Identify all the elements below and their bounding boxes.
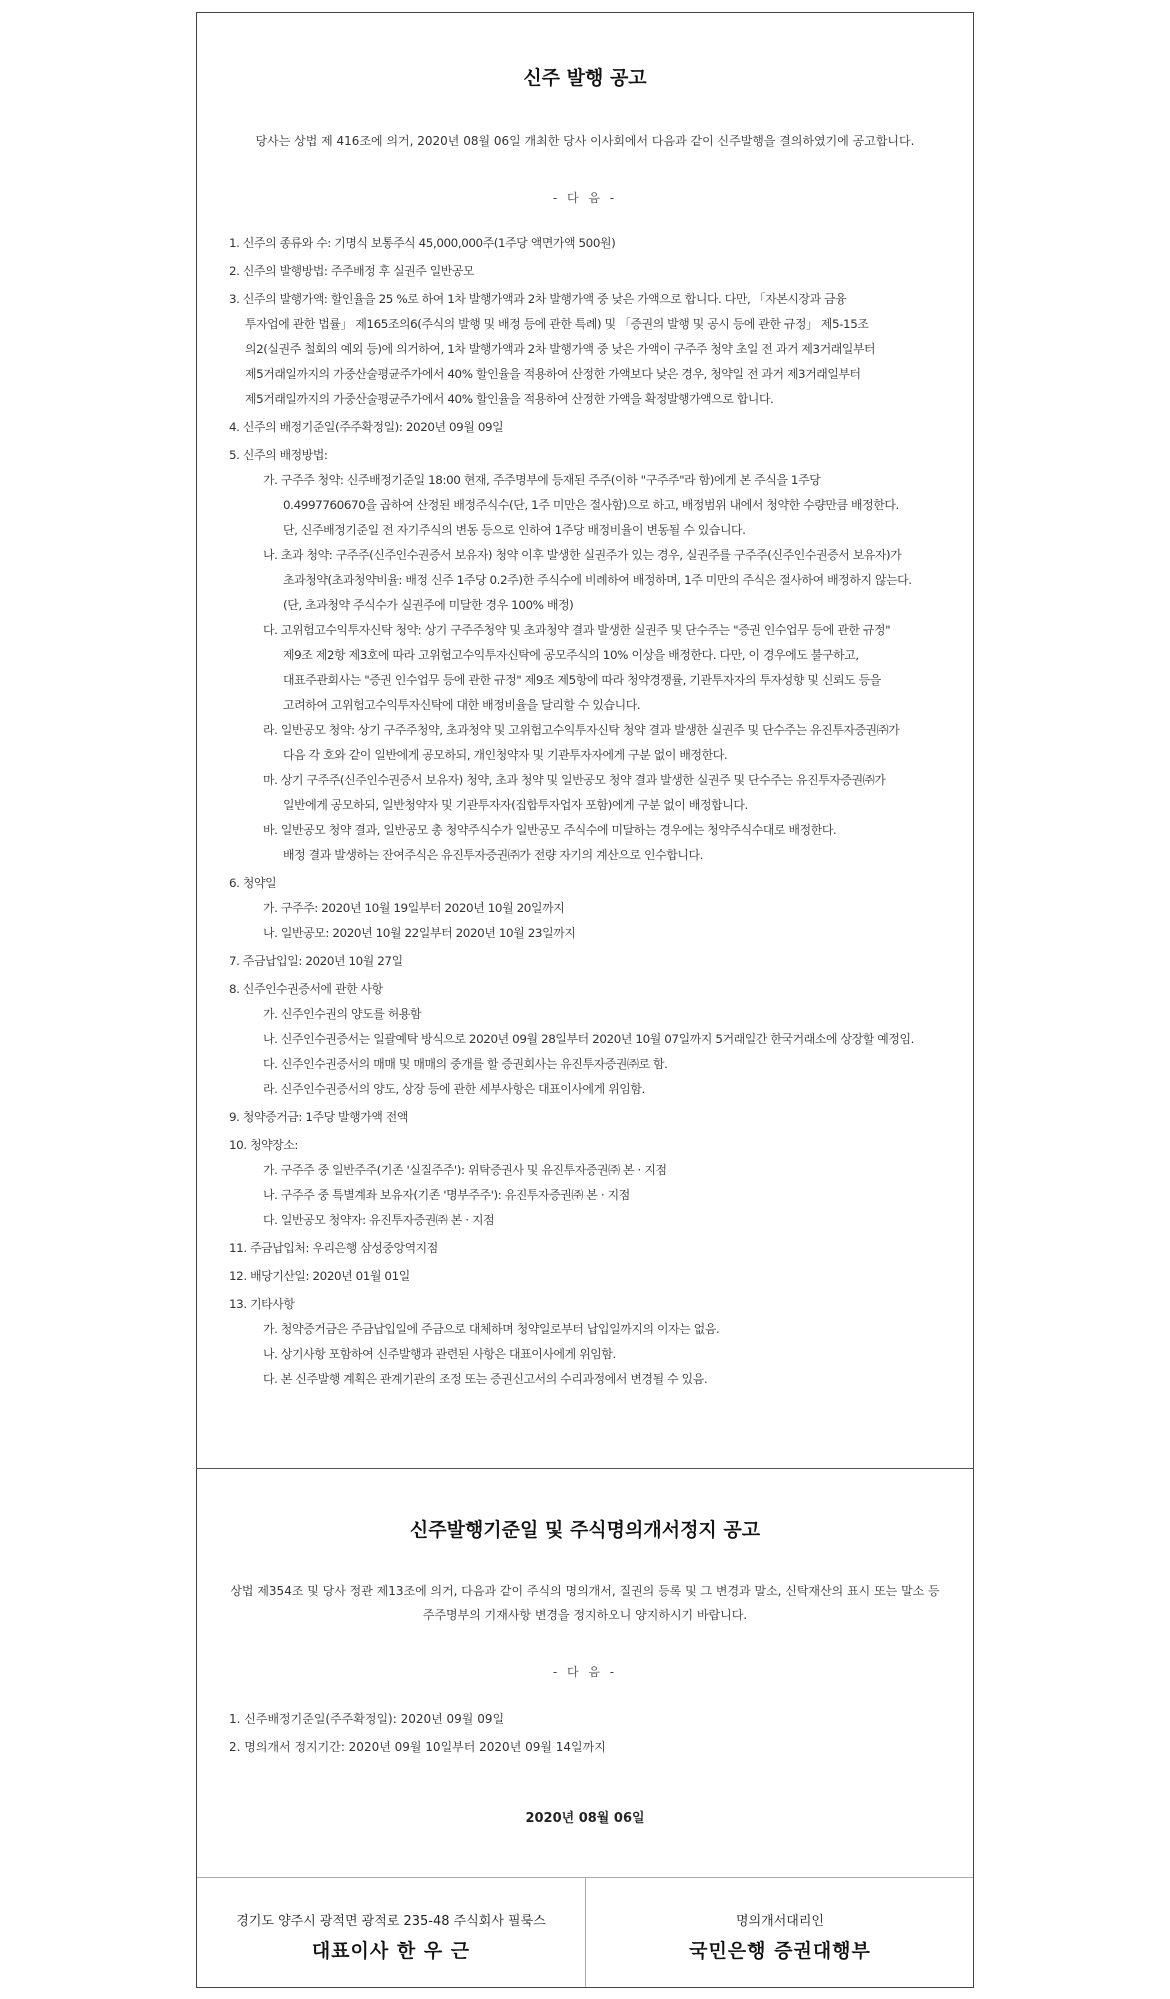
list-item-line: 5. 신주의 배정방법: — [229, 448, 328, 462]
list-item-line: 1. 신주의 종류와 수: 기명식 보통주식 45,000,000주(1주당 액면가액 500원) — [229, 236, 616, 250]
notice-item-list — [229, 231, 959, 1392]
notice-date: 2020년 08월 06일 — [525, 1811, 645, 1826]
notice-intro: 당사는 상법 제 416조에 의거, 2020년 08월 06일 개최한 당사 이사회에서 다음과 같이 신주발행을 결의하였기에 공고합니다. — [255, 134, 915, 148]
agent-signature — [586, 1878, 974, 1987]
sub-item — [229, 1158, 959, 1183]
following-heading: - 다 음 - — [552, 1665, 618, 1679]
sub-item-line: 나. 일반공모: 2020년 10월 22일부터 2020년 10월 23일까지 — [263, 926, 576, 940]
sub-item-line: 다. 본 신주발행 계획은 관계기관의 조정 또는 증권신고서의 수리과정에서 변경될 수 있음. — [263, 1372, 708, 1386]
list-item — [229, 1105, 959, 1130]
sub-item-line: 다. 신주인수권증서의 매매 및 매매의 중개를 할 증권회사는 유진투자증권㈜로 함. — [263, 1057, 668, 1071]
sub-item — [229, 1367, 959, 1392]
sub-item — [229, 896, 959, 921]
list-item-line: 9. 청약증거금: 1주당 발행가액 전액 — [229, 1110, 408, 1124]
sub-item — [229, 818, 959, 868]
list-item-line: 투자업에 관한 법률」 제165조의6(주식의 발행 및 배정 등에 관한 특례) 및 「증권의 발행 및 공시 등에 관한 규정」 제5-15조 — [245, 317, 869, 331]
following-heading: - 다 음 - — [552, 191, 618, 205]
list-item — [229, 231, 959, 256]
sub-item — [229, 718, 959, 768]
sub-item-line: 가. 구주주 중 일반주주(기존 '실질주주'): 위탁증권사 및 유진투자증권㈜ 본 · 지점 — [263, 1163, 667, 1177]
sub-item-line: 0.4997760670을 곱하여 산정된 배정주식수(단, 1주 미만은 절사함)으로 하고, 배정범위 내에서 청약한 수량만큼 배정한다. — [283, 498, 899, 512]
list-item — [229, 977, 959, 1002]
sub-item-line: 가. 청약증거금은 주금납입일에 주금으로 대체하며 청약일로부터 납입일까지의 이자는 없음. — [263, 1322, 720, 1336]
sub-item-line: 대표주관회사는 "증권 인수업무 등에 관한 규정" 제9조 제5항에 따라 청약경쟁률, 기관투자자의 투자성향 및 신뢰도 등을 — [283, 673, 881, 687]
sub-item-line: 가. 구주주: 2020년 10월 19일부터 2020년 10월 20일까지 — [263, 901, 565, 915]
list-item: 1. 신주배정기준일(주주확정일): 2020년 09월 09일 — [229, 1712, 505, 1726]
list-item — [229, 871, 959, 896]
list-item-line: 4. 신주의 배정기준일(주주확정일): 2020년 09월 09일 — [229, 420, 504, 434]
sub-item-line: 마. 상기 구주주(신주인수권증서 보유자) 청약, 초과 청약 및 일반공모 청약 결과 발생한 실권주 및 단수주는 유진투자증권㈜가 — [263, 773, 886, 787]
notice-intro — [197, 1579, 973, 1627]
agent-name: 국민은행 증권대행부 — [689, 1940, 871, 1962]
notice-title: 신주발행기준일 및 주식명의개서정지 공고 — [409, 1519, 761, 1541]
list-item — [229, 1133, 959, 1158]
sub-item — [229, 1208, 959, 1233]
list-item-line: 11. 주금납입처: 우리은행 삼성중앙역지점 — [229, 1241, 438, 1255]
list-item-line: 7. 주금납입일: 2020년 10월 27일 — [229, 954, 403, 968]
sub-item-line: 나. 구주주 중 특별계좌 보유자(기존 '명부주주'): 유진투자증권㈜ 본 · 지점 — [263, 1188, 630, 1202]
list-item — [229, 1264, 959, 1289]
list-item-line: 제5거래일까지의 가중산술평균주가에서 40% 할인율을 적용하여 산정한 가액을 확정발행가액으로 합니다. — [245, 392, 774, 406]
list-item — [229, 949, 959, 974]
sub-item-line: 바. 일반공모 청약 결과, 일반공모 총 청약주식수가 일반공모 주식수에 미달하는 경우에는 청약주식수대로 배정한다. — [263, 823, 837, 837]
sub-item-line: 라. 신주인수권증서의 양도, 상장 등에 관한 세부사항은 대표이사에게 위임함. — [263, 1082, 645, 1096]
sub-item — [229, 618, 959, 718]
sub-item-line: 단, 신주배정기준일 전 자기주식의 변동 등으로 인하여 1주당 배정비율이 변동될 수 있습니다. — [283, 523, 746, 537]
sub-item-line: 고려하여 고위험고수익투자신탁에 대한 배정비율을 달리할 수 있습니다. — [283, 698, 641, 712]
sub-item — [229, 468, 959, 543]
notice-frame — [196, 12, 974, 1988]
list-item-line: 12. 배당기산일: 2020년 01월 01일 — [229, 1269, 410, 1283]
ceo-name: 대표이사 한 우 근 — [311, 1940, 471, 1962]
sub-item — [229, 1317, 959, 1342]
sub-item — [229, 768, 959, 818]
sub-item-line: 라. 일반공모 청약: 상기 구주주청약, 초과청약 및 고위험고수익투자신탁 청약 결과 발생한 실권주 및 단수주는 유진투자증권㈜가 — [263, 723, 900, 737]
list-item-line: 13. 기타사항 — [229, 1297, 295, 1311]
list-item — [229, 1292, 959, 1317]
company-address: 경기도 양주시 광적면 광적로 235-48 주식회사 필룩스 — [236, 1914, 546, 1929]
agent-label: 명의개서대리인 — [736, 1914, 824, 1929]
sub-item-line: 나. 상기사항 포함하여 신주발행과 관련된 사항은 대표이사에게 위임함. — [263, 1347, 616, 1361]
sub-item — [229, 543, 959, 618]
sub-item — [229, 1077, 959, 1102]
company-signature — [197, 1878, 585, 1987]
notice-item-list — [229, 1707, 959, 1760]
sub-item — [229, 1183, 959, 1208]
sub-item — [229, 1002, 959, 1027]
sub-item-line: 다음 각 호와 같이 일반에게 공모하되, 개인청약자 및 기관투자자에게 구분 없이 배정한다. — [283, 748, 728, 762]
list-item-line: 10. 청약장소: — [229, 1138, 299, 1152]
list-item — [229, 415, 959, 440]
record-date-notice — [197, 1469, 973, 1879]
new-share-issue-notice — [197, 13, 973, 1469]
sub-item-line: 다. 고위험고수익투자신탁 청약: 상기 구주주청약 및 초과청약 결과 발생한 실권주 및 단수주는 "증권 인수업무 등에 관한 규정" — [263, 623, 891, 637]
sub-item-line: 가. 신주인수권의 양도를 허용함 — [263, 1007, 422, 1021]
notice-title: 신주 발행 공고 — [523, 67, 647, 89]
sub-item-line: 배정 결과 발생하는 잔여주식은 유진투자증권㈜가 전량 자기의 계산으로 인수합니다. — [283, 848, 703, 862]
sub-item-line: 나. 초과 청약: 구주주(신주인수권증서 보유자) 청약 이후 발생한 실권주가 있는 경우, 실권주를 구주주(신주인수권증서 보유자)가 — [263, 548, 902, 562]
sub-item-line: (단, 초과청약 주식수가 실권주에 미달한 경우 100% 배정) — [283, 598, 574, 612]
sub-item — [229, 1027, 959, 1052]
list-item-line: 의2(실권주 철회의 예외 등)에 의거하여, 1차 발행가액과 2차 발행가액 중 낮은 가액이 구주주 청약 초일 전 과거 제3거래일부터 — [245, 342, 876, 356]
sub-item-line: 제9조 제2항 제3호에 따라 고위험고수익투자신탁에 공모주식의 10% 이상을 배정한다. 다만, 이 경우에도 불구하고, — [283, 648, 859, 662]
list-item-line: 6. 청약일 — [229, 876, 277, 890]
list-item-line: 8. 신주인수권증서에 관한 사항 — [229, 982, 383, 996]
list-item-line: 제5거래일까지의 가중산술평균주가에서 40% 할인율을 적용하여 산정한 가액보다 낮은 경우, 청약일 전 과거 제3거래일부터 — [245, 367, 861, 381]
list-item — [229, 443, 959, 468]
sub-item — [229, 1052, 959, 1077]
list-item-line: 3. 신주의 발행가액: 할인율을 25 %로 하여 1차 발행가액과 2차 발행가액 중 낮은 가액으로 합니다. 다만, 「자본시장과 금융 — [229, 292, 847, 306]
sub-item-line: 일반에게 공모하되, 일반청약자 및 기관투자자(집합투자업자 포함)에게 구분 없이 배정합니다. — [283, 798, 748, 812]
sub-item-line: 초과청약(초과청약비율: 배정 신주 1주당 0.2주)한 주식수에 비례하여 배정하며, 1주 미만의 주식은 절사하여 배정하지 않는다. — [283, 573, 912, 587]
sub-item-line: 나. 신주인수권증서는 일괄예탁 방식으로 2020년 09월 28일부터 2020년 10월 07일까지 5거래일간 한국거래소에 상장할 예정임. — [263, 1032, 915, 1046]
sub-item-line: 다. 일반공모 청약자: 유진투자증권㈜ 본 · 지점 — [263, 1213, 495, 1227]
intro-line: 주주명부의 기재사항 변경을 정지하오니 양지하시기 바랍니다. — [422, 1608, 748, 1622]
signature-block — [197, 1878, 973, 1987]
sub-item — [229, 1342, 959, 1367]
intro-line: 상법 제354조 및 당사 정관 제13조에 의거, 다음과 같이 주식의 명의개서, 질권의 등록 및 그 변경과 말소, 신탁재산의 표시 또는 말소 등 — [230, 1584, 940, 1598]
list-item — [229, 259, 959, 284]
list-item-line: 2. 신주의 발행방법: 주주배정 후 실권주 일반공모 — [229, 264, 475, 278]
sub-item — [229, 921, 959, 946]
list-item — [229, 287, 959, 412]
list-item — [229, 1236, 959, 1261]
list-item: 2. 명의개서 정지기간: 2020년 09월 10일부터 2020년 09월 14일까지 — [229, 1740, 606, 1754]
sub-item-line: 가. 구주주 청약: 신주배정기준일 18:00 현재, 주주명부에 등재된 주주(이하 "구주주"라 함)에게 본 주식을 1주당 — [263, 473, 821, 487]
